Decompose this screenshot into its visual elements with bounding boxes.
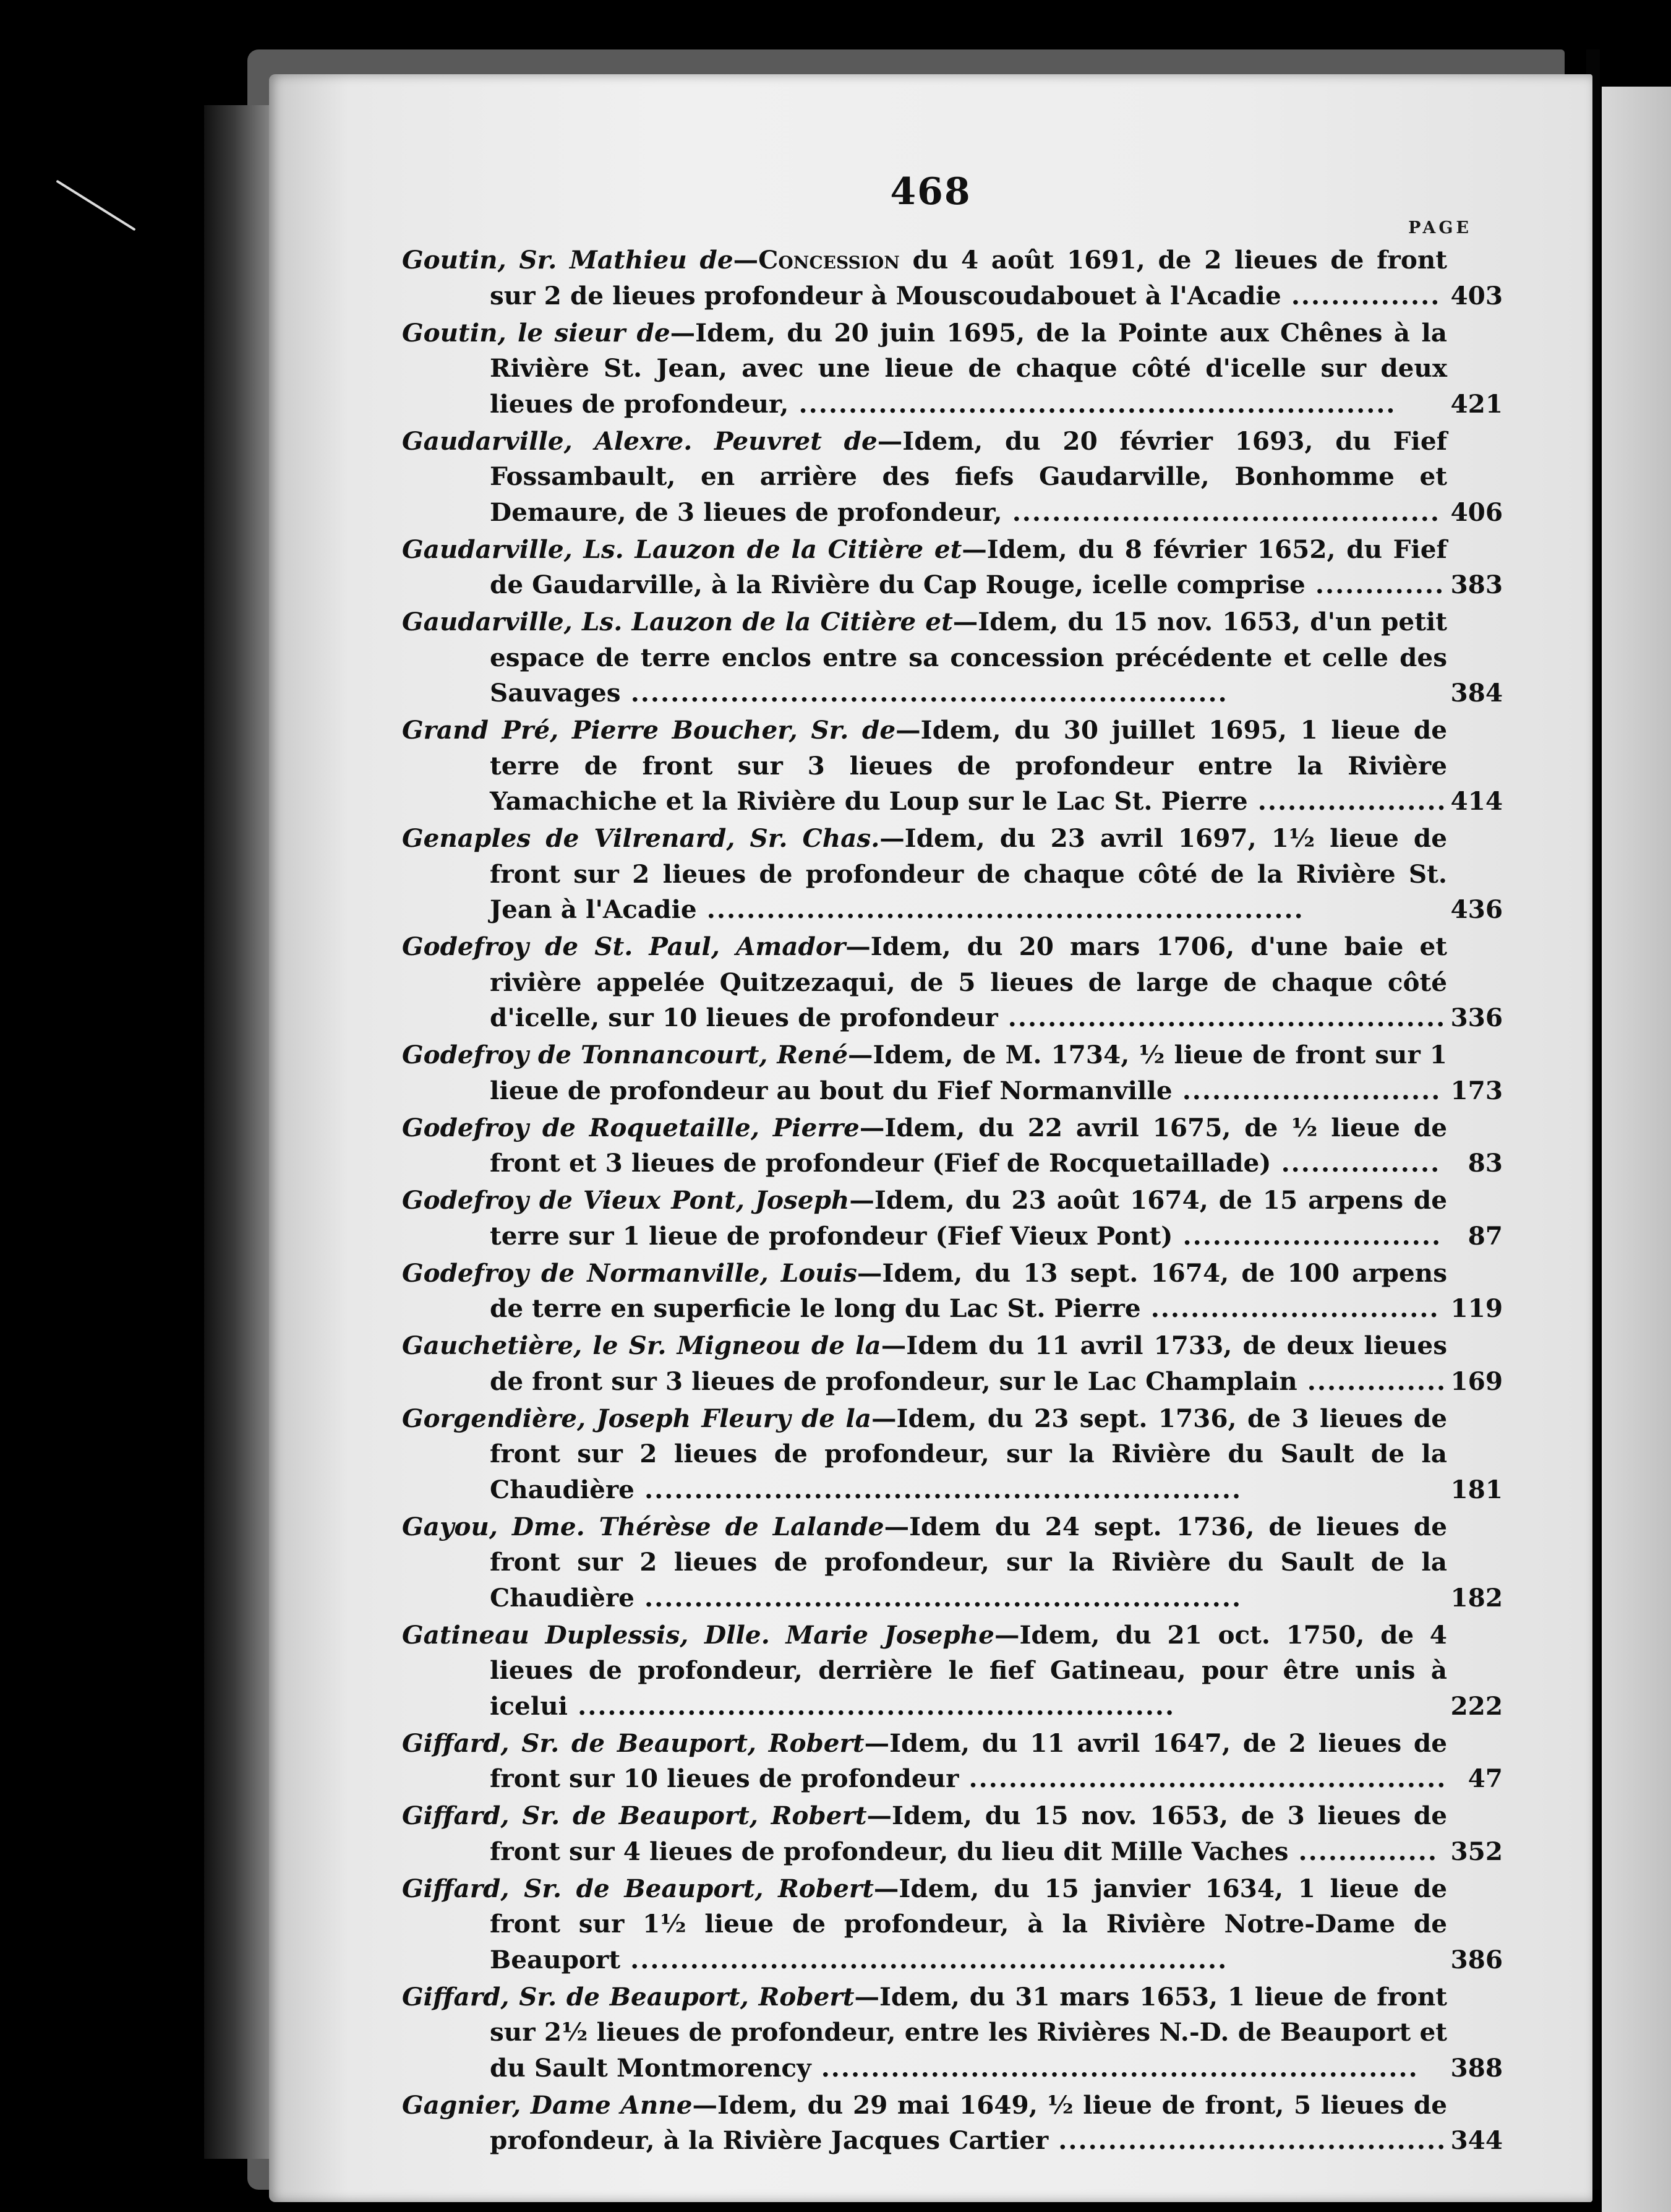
entry-dash: —	[864, 1728, 890, 1758]
entry-dash: —	[962, 534, 987, 564]
entry-description: Idem, du 20 mars 1706, d'une baie et rivière appelée Quitzezaqui, de 5 lieues de large de chaque côté d'icelle, sur 10 lieues de profondeur	[490, 932, 1447, 1032]
entry-dash: —	[879, 823, 905, 853]
dot-leader: ...................	[1247, 786, 1447, 816]
entry-dash: —	[857, 1258, 883, 1288]
dot-leader: ............................................................	[620, 1944, 1228, 1974]
entry-name: Gayou, Dme. Thérèse de Lalande	[402, 1511, 884, 1541]
entry-page-number: 181	[1450, 1474, 1503, 1504]
index-entry	[402, 242, 1503, 314]
entry-page-number: 169	[1450, 1366, 1503, 1396]
entry-description: Idem, du 23 sept. 1736, de 3 lieues de front sur 2 lieues de profondeur, sur la Rivière du Sault de la Chaudière	[490, 1403, 1447, 1504]
dot-leader: ............................................................	[620, 678, 1228, 708]
entry-description: Idem, du 20 juin 1695, de la Pointe aux Chênes à la Rivière St. Jean, avec une lieue de chaque côté d'icelle sur deux lieues de profondeur,	[490, 317, 1447, 419]
entry-name: Gagnier, Dame Anne	[402, 2090, 693, 2120]
index-entries	[402, 242, 1503, 2160]
dot-leader: ..............	[1297, 1366, 1447, 1396]
entry-name: Giffard, Sr. de Beauport, Robert	[402, 1801, 867, 1830]
entry-name: Godefroy de Roquetaille, Pierre	[402, 1112, 860, 1142]
entry-dash: —	[881, 1331, 907, 1360]
entry-page-number: 383	[1450, 570, 1503, 599]
index-entry	[402, 1401, 1503, 1508]
entry-dash: —	[952, 607, 978, 637]
dot-leader: ............................................................	[811, 2052, 1419, 2083]
entry-page-number: 87	[1468, 1220, 1503, 1251]
entry-page-number: 421	[1450, 388, 1503, 419]
index-entry	[402, 821, 1503, 928]
entry-name: Giffard, Sr. de Beauport, Robert	[402, 1873, 874, 1903]
entry-page-number: 119	[1450, 1293, 1503, 1323]
entry-page-number: 222	[1450, 1691, 1503, 1721]
entry-name: Gaudarville, Ls. Lauzon de la Citière et	[402, 607, 953, 637]
entry-description: Idem, de M. 1734, ½ lieue de front sur 1 lieue de profondeur au bout du Fief Normanville	[490, 1040, 1447, 1105]
dot-leader: .............................	[1140, 1293, 1440, 1323]
entry-dash: —	[895, 715, 921, 745]
entry-dash: —	[866, 1801, 892, 1830]
entry-name: Goutin, Sr. Mathieu de	[402, 245, 733, 275]
dot-leader: ............................................................	[788, 388, 1396, 419]
index-entry	[402, 1110, 1503, 1181]
entry-page-number: 384	[1450, 678, 1503, 708]
index-entry	[402, 1328, 1503, 1399]
dot-leader: ..........................	[1173, 1220, 1442, 1251]
entry-description: Idem, du 15 janvier 1634, 1 lieue de front sur 1½ lieue de profondeur, à la Rivière Notre-Dame de Beauport	[490, 1873, 1447, 1974]
entry-page-number: 352	[1450, 1836, 1503, 1866]
entry-name: Gaudarville, Ls. Lauzon de la Citière et	[402, 534, 962, 564]
entry-description: Idem, du 11 avril 1647, de 2 lieues de front sur 10 lieues de profondeur	[490, 1728, 1448, 1793]
entry-name: Gatineau Duplessis, Dlle. Marie Josephe	[402, 1619, 994, 1650]
entry-description: Idem du 24 sept. 1736, de lieues de front sur 2 lieues de profondeur, sur la Rivière du Sault de la Chaudière	[490, 1511, 1447, 1613]
entry-description: Idem, du 29 mai 1649, ½ lieue de front, 5 lieues de profondeur, à la Rivière Jacques Cartier	[490, 2090, 1447, 2155]
entry-name: Genaples de Vilrenard, Sr. Chas.	[402, 823, 880, 853]
entry-dash: —	[873, 1873, 899, 1903]
book-spine-shadow	[204, 105, 278, 2159]
index-entry	[402, 1509, 1503, 1616]
dot-leader: ................................................	[959, 1764, 1447, 1793]
index-entry	[402, 1256, 1503, 1327]
dot-leader: ............................................................	[568, 1691, 1176, 1721]
entry-name: Gorgendière, Joseph Fleury de la	[402, 1403, 872, 1433]
entry-description: du 4 août 1691, de 2 lieues de front sur 2 de lieues profondeur à Mouscoudabouet à l'Acadie	[490, 245, 1447, 311]
entry-name: Godefroy de Normanville, Louis	[402, 1258, 857, 1288]
entry-page-number: 336	[1450, 1003, 1503, 1032]
dot-leader: .......................................	[1048, 2125, 1447, 2155]
entry-description: Idem du 11 avril 1733, de deux lieues de front sur 3 lieues de profondeur, sur le Lac Champlain	[490, 1331, 1447, 1396]
page-column-heading: PAGE	[1408, 218, 1472, 238]
index-entry	[402, 1618, 1503, 1725]
dot-leader: ..............	[1288, 1836, 1438, 1866]
index-entry	[402, 1183, 1503, 1254]
book-page	[269, 74, 1592, 2202]
entry-dash: —	[692, 2090, 718, 2120]
entry-dash: —	[994, 1619, 1020, 1650]
entry-description: Idem, du 23 avril 1697, 1½ lieue de front sur 2 lieues de profondeur de chaque côté de la Rivière St. Jean à l'Acadie	[490, 823, 1447, 924]
entry-dash: —	[733, 245, 759, 275]
index-entry	[402, 1979, 1503, 2086]
entry-page-number: 406	[1450, 497, 1503, 527]
entry-type: Concession	[758, 245, 900, 275]
entry-dash: —	[845, 932, 871, 961]
index-entry	[402, 604, 1503, 711]
entry-description: Idem, du 8 février 1652, du Fief de Gaudarville, à la Rivière du Cap Rouge, icelle comprise	[490, 534, 1447, 599]
index-entry	[402, 929, 1503, 1036]
dot-leader: ............................................	[998, 1003, 1447, 1032]
entry-page-number: 403	[1450, 280, 1503, 311]
entry-description: Idem, du 21 oct. 1750, de 4 lieues de profondeur, derrière le fief Gatineau, pour être unis à icelui	[490, 1619, 1447, 1721]
scan-artifact	[56, 180, 135, 231]
facing-page-edge	[1602, 87, 1671, 2212]
entry-name: Giffard, Sr. de Beauport, Robert	[402, 1981, 855, 2012]
index-entry	[402, 2088, 1503, 2159]
entry-dash: —	[848, 1040, 873, 1070]
entry-description: Idem, du 15 nov. 1653, de 3 lieues de front sur 4 lieues de profondeur, du lieu dit Mille Vaches	[490, 1801, 1447, 1866]
dot-leader: ............................................................	[696, 894, 1304, 924]
entry-name: Gaudarville, Alexre. Peuvret de	[402, 426, 878, 456]
entry-description: Idem, du 30 juillet 1695, 1 lieue de terre de front sur 3 lieues de profondeur entre la Rivière Yamachiche et la Rivière du Loup sur le Lac St. Pierre	[490, 715, 1448, 816]
dot-leader: ..........................	[1172, 1075, 1442, 1105]
index-entry	[402, 532, 1503, 603]
entry-dash: —	[849, 1185, 874, 1215]
entry-page-number: 386	[1450, 1944, 1503, 1974]
dot-leader: ............................................................	[634, 1582, 1242, 1613]
entry-dash: —	[854, 1981, 879, 2012]
index-entry	[402, 315, 1503, 422]
entry-name: Godefroy de St. Paul, Amador	[402, 932, 846, 961]
dot-leader: .............	[1305, 570, 1445, 599]
entry-description: Idem, du 22 avril 1675, de ½ lieue de front et 3 lieues de profondeur (Fief de Rocquetaillade)	[490, 1112, 1447, 1178]
entry-name: Goutin, le sieur de	[402, 317, 670, 348]
entry-description: Idem, du 13 sept. 1674, de 100 arpens de terre en superficie le long du Lac St. Pierre	[490, 1258, 1448, 1323]
page-number: 468	[890, 170, 972, 213]
entry-name: Godefroy de Vieux Pont, Joseph	[402, 1185, 850, 1215]
dot-leader: ................	[1271, 1148, 1441, 1178]
dot-leader: ...........................................	[1002, 497, 1441, 527]
entry-description: Idem, du 20 février 1693, du Fief Fossambault, en arrière des fiefs Gaudarville, Bonhomme et Demaure, de 3 lieues de profondeur,	[490, 426, 1448, 527]
entry-name: Godefroy de Tonnancourt, René	[402, 1040, 848, 1070]
index-entry	[402, 1798, 1503, 1869]
entry-page-number: 414	[1450, 786, 1503, 816]
entry-dash: —	[884, 1511, 910, 1541]
entry-name: Giffard, Sr. de Beauport, Robert	[402, 1728, 865, 1758]
index-entry	[402, 713, 1503, 820]
index-entry	[402, 1037, 1503, 1108]
entry-description: Idem, du 31 mars 1653, 1 lieue de front sur 2½ lieues de profondeur, entre les Rivières N.-D. de Beauport et du Sault Montmorency	[490, 1981, 1448, 2083]
entry-page-number: 173	[1450, 1075, 1503, 1105]
entry-page-number: 436	[1450, 894, 1503, 924]
dot-leader: ............................................................	[634, 1474, 1242, 1504]
entry-page-number: 182	[1450, 1582, 1503, 1613]
entry-page-number: 388	[1450, 2052, 1503, 2083]
index-entry	[402, 1871, 1503, 1978]
entry-page-number: 344	[1450, 2125, 1503, 2155]
entry-description: Idem, du 15 nov. 1653, d'un petit espace de terre enclos entre sa concession précédente et celle des Sauvages	[490, 607, 1447, 708]
dot-leader: ...............	[1281, 280, 1441, 311]
entry-name: Gauchetière, le Sr. Migneou de la	[402, 1331, 881, 1360]
entry-dash: —	[877, 426, 903, 456]
entry-description: Idem, du 23 août 1674, de 15 arpens de terre sur 1 lieue de profondeur (Fief Vieux Pont)	[490, 1185, 1447, 1251]
index-entry	[402, 1726, 1503, 1797]
entry-dash: —	[871, 1403, 897, 1433]
entry-page-number: 47	[1468, 1764, 1503, 1793]
entry-name: Grand Pré, Pierre Boucher, Sr. de	[402, 715, 896, 745]
entry-page-number: 83	[1468, 1148, 1503, 1178]
entry-dash: —	[670, 317, 696, 348]
entry-dash: —	[859, 1112, 885, 1142]
index-entry	[402, 424, 1503, 531]
